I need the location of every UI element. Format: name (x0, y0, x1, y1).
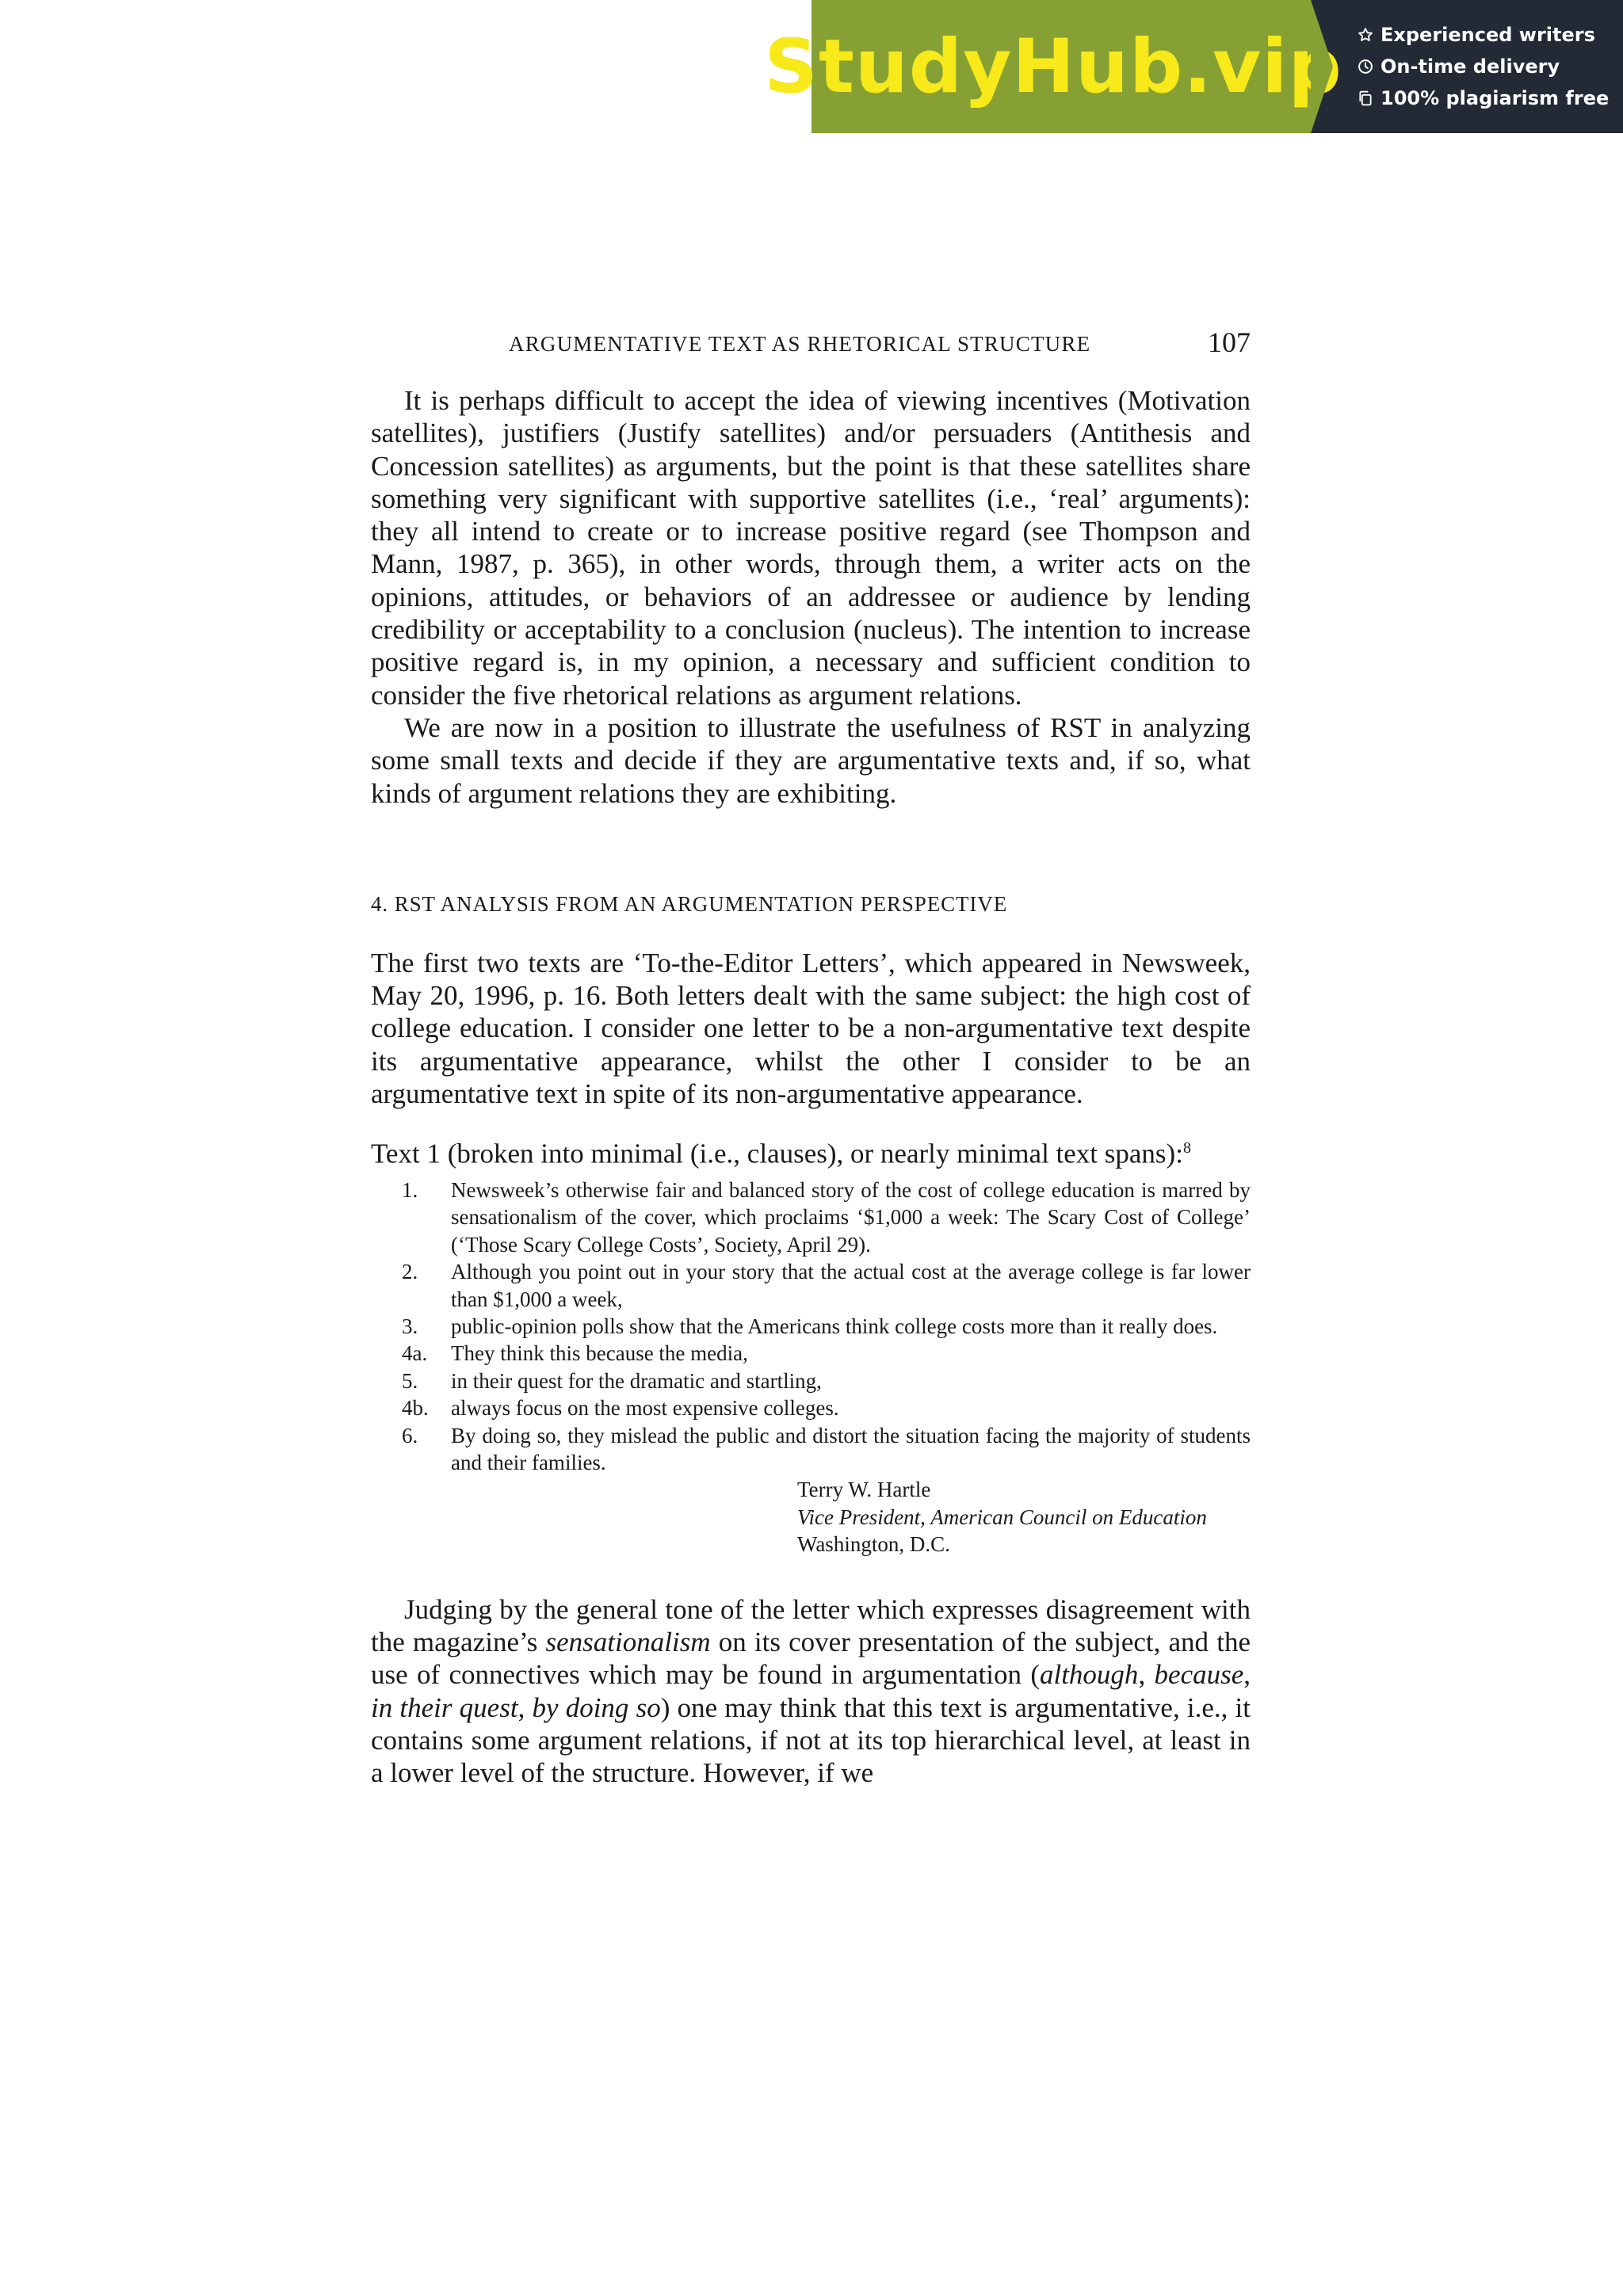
signature-name: Terry W. Hartle (797, 1478, 931, 1502)
feature-experienced-writers (1357, 21, 1623, 48)
list-item (371, 1340, 1251, 1367)
item-number: 3. (402, 1314, 418, 1339)
item-text: By doing so, they mislead the public and distort the situation facing the majority of students and their families. (451, 1423, 1251, 1475)
paragraph-judging-tone: Judging by the general tone of the letter which expresses disagreement with the magazine’s sensationalism on its cover presentation of the subject, and the use of connectives which may be found in argumentation (although, because, in their quest, by doing so) one may think that this text is argumentative, i.e., it contains some argument relations, if not at its top hierarchical level, at least in a lower level of the structure. However, if we (371, 1593, 1251, 1789)
section-heading: 4. RST ANALYSIS FROM AN ARGUMENTATION PERSPECTIVE (371, 891, 1008, 916)
item-text: Although you point out in your story that the actual cost at the average college is far lower than $1,000 a week, (451, 1260, 1251, 1311)
letter-signature (797, 1476, 1251, 1558)
item-number: 5. (402, 1368, 418, 1393)
banner-logo-area[interactable] (764, 0, 1342, 133)
text1-label-text: Text 1 (broken into minimal (i.e., clauses), or nearly minimal text spans): (371, 1138, 1183, 1169)
item-number: 6. (402, 1423, 418, 1447)
running-header (371, 321, 1251, 365)
paper-page (371, 321, 1251, 1789)
paragraph-positive-regard: It is perhaps difficult to accept the idea of viewing incentives (Motivation satellites), justifiers (Justify satellites) and/or persuaders (Antithesis and Concession satellites) as arguments, but the point is that these satellites share something very significant with supportive satellites (i.e., ‘real’ arguments): they all intend to create or to increase positive regard (see Thompson and Mann, 1987, p. 365), in other words, through them, a writer acts on the opinions, attitudes, or behaviors of an addressee or audience by lending credibility or acceptability to a conclusion (nucleus). The intention to increase positive regard is, in my opinion, a necessary and sufficient condition to consider the five rhetorical relations as argument relations. (371, 385, 1251, 711)
item-text: in their quest for the dramatic and startling, (451, 1368, 822, 1393)
text-span-list (371, 1177, 1251, 1476)
list-item (371, 1258, 1251, 1313)
list-item (371, 1394, 1251, 1421)
signature-title: Vice President, American Council on Education (797, 1505, 1207, 1529)
footnote-marker: 8 (1182, 1139, 1191, 1158)
list-item (371, 1177, 1251, 1258)
item-text: always focus on the most expensive colleges. (451, 1396, 839, 1421)
feature-label: On-time delivery (1381, 55, 1560, 78)
list-item (371, 1313, 1251, 1340)
item-number: 2. (402, 1260, 418, 1284)
item-number: 4a. (402, 1341, 428, 1366)
feature-label: Experienced writers (1381, 24, 1595, 46)
list-item (371, 1367, 1251, 1394)
text1-label (371, 1132, 1251, 1170)
feature-plagiarism-free (1357, 85, 1623, 112)
paragraph-illustrate-rst: We are now in a position to illustrate the usefulness of RST in analyzing some small texts and decide if they are argumentative texts and, if so, what kinds of argument relations they are exhibiting. (371, 711, 1251, 809)
copy-document-icon (1357, 90, 1374, 107)
feature-on-time-delivery (1357, 53, 1623, 80)
item-number: 4b. (402, 1396, 429, 1421)
clock-icon (1357, 58, 1374, 75)
feature-label: 100% plagiarism free (1381, 87, 1610, 109)
running-title: ARGUMENTATIVE TEXT AS RHETORICAL STRUCTURE (509, 332, 1091, 356)
list-item (371, 1422, 1251, 1477)
item-text: They think this because the media, (451, 1341, 748, 1366)
studyhub-banner[interactable] (764, 0, 1623, 133)
banner-features (1311, 0, 1623, 133)
page-number: 107 (1208, 326, 1251, 358)
item-text: public-opinion polls show that the Americans think college costs more than it really does. (451, 1314, 1218, 1339)
signature-location: Washington, D.C. (797, 1532, 950, 1557)
paragraph-editor-letters: The first two texts are ‘To-the-Editor Letters’, which appeared in Newsweek, May 20, 1996, p. 16. Both letters dealt with the same subject: the high cost of college education. I consider one letter to be a non-argumentative text despite its argumentative appearance, whilst the other I consider to be an argumentative text in spite of its non-argumentative appearance. (371, 947, 1251, 1110)
studyhub-logo[interactable]: StudyHub.vip (764, 23, 1342, 110)
item-text: Newsweek’s otherwise fair and balanced story of the cost of college education is marred by sensationalism of the cover, which proclaims ‘$1,000 a week: The Scary Cost of College’ (‘Those Scary College Costs’, Society, April 29). (451, 1178, 1251, 1257)
item-number: 1. (402, 1178, 418, 1202)
star-outline-icon (1357, 26, 1374, 44)
